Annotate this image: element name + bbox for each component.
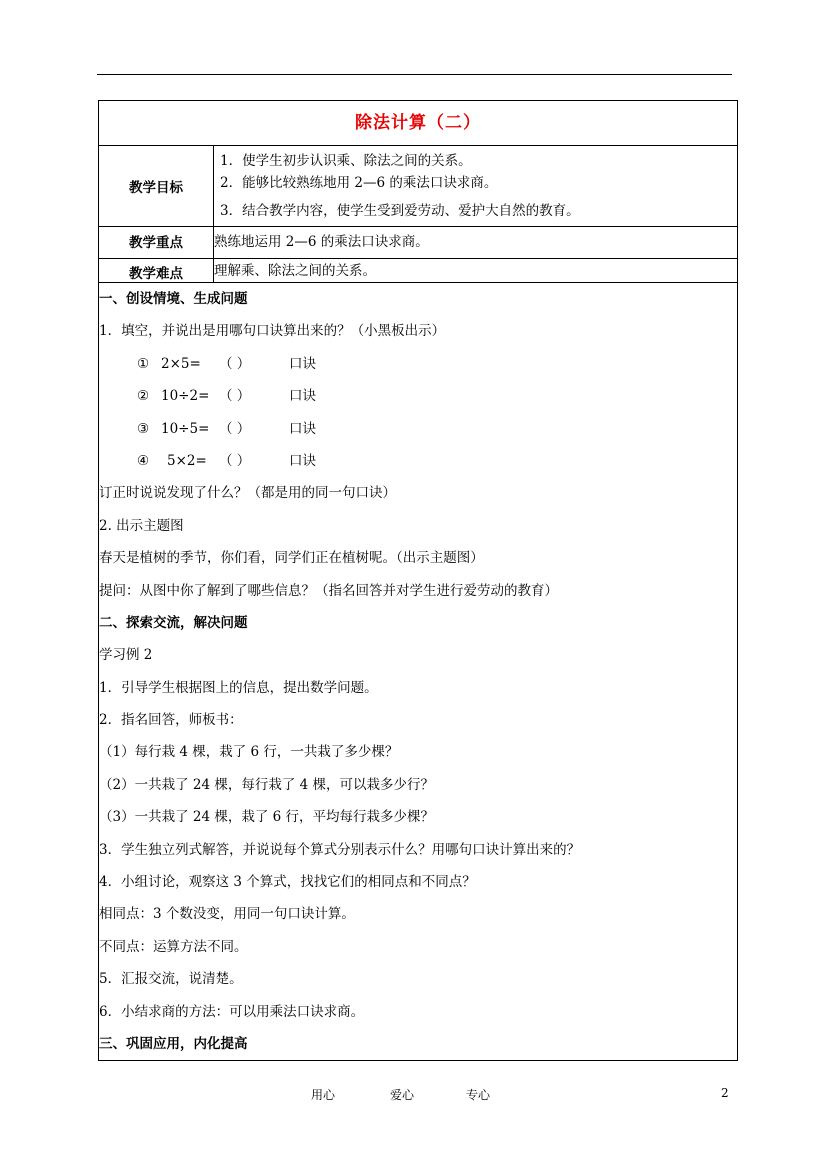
paragraph: 1．填空，并说出是用哪句口诀算出来的？（小黑板出示） xyxy=(99,323,446,340)
key-point-row xyxy=(99,227,738,259)
paragraph: 4．小组讨论，观察这 3 个算式，找找它们的相同点和不同点？ xyxy=(99,874,476,891)
expression: 5×2= xyxy=(167,452,207,469)
rhyme-label: 口诀 xyxy=(289,452,316,469)
fill-blank-row xyxy=(99,380,737,412)
footer-text: 用心 xyxy=(311,1088,336,1102)
answer-blank: （ ） xyxy=(219,420,251,437)
section-heading: 三、巩固应用，内化提高 xyxy=(99,1035,248,1052)
paragraph: 1．引导学生根据图上的信息，提出数学问题。 xyxy=(99,679,378,696)
paragraph: 学习例 2 xyxy=(99,647,153,664)
rhyme-label: 口诀 xyxy=(289,388,316,405)
paragraph: 春天是植树的季节，你们看，同学们正在植树呢。（出示主题图） xyxy=(99,550,484,567)
answer-blank: （ ） xyxy=(219,355,251,372)
difficulty-text: 理解乘、除法之间的关系。 xyxy=(214,259,738,283)
paragraph: 相同点：3 个数没变，用同一句口诀计算。 xyxy=(99,906,355,923)
paragraph: 2．指名回答，师板书： xyxy=(99,712,243,729)
objective-item: 3．结合教学内容，使学生受到爱劳动、爱护大自然的教育。 xyxy=(220,203,580,219)
fill-blank-row xyxy=(99,445,737,477)
paragraph: （2）一共栽了 24 棵，每行栽了 4 棵，可以栽多少行？ xyxy=(99,776,435,793)
difficulty-row xyxy=(99,259,738,283)
paragraph: 提问：从图中你了解到了哪些信息？（指名回答并对学生进行爱劳动的教育） xyxy=(99,582,558,599)
difficulty-label: 教学难点 xyxy=(99,259,214,283)
answer-blank: （ ） xyxy=(219,452,251,469)
item-number: ① xyxy=(137,355,150,372)
key-point-text: 熟练地运用 2—6 的乘法口诀求商。 xyxy=(214,227,738,259)
paragraph: 订正时说说发现了什么？（都是用的同一句口诀） xyxy=(99,485,396,502)
page-number: 2 xyxy=(721,1086,729,1100)
lesson-title: 除法计算（二） xyxy=(355,113,481,133)
paragraph: 3．学生独立列式解答，并说说每个算式分别表示什么？用哪句口诀计算出来的？ xyxy=(99,841,581,858)
body-cell xyxy=(99,283,738,1061)
rhyme-label: 口诀 xyxy=(289,355,316,372)
expression: 2×5= xyxy=(161,355,201,372)
footer-text: 爱心 xyxy=(390,1088,415,1102)
paragraph: （1）每行栽 4 棵，栽了 6 行，一共栽了多少棵？ xyxy=(99,744,399,761)
paragraph: 6．小结求商的方法：可以用乘法口诀求商。 xyxy=(99,1003,365,1020)
section-heading: 二、探索交流，解决问题 xyxy=(99,614,248,631)
body-row xyxy=(99,283,738,1061)
lesson-plan-table xyxy=(98,100,738,1061)
key-point-label: 教学重点 xyxy=(99,227,214,259)
objective-item: 1．使学生初步认识乘、除法之间的关系。 xyxy=(220,153,472,169)
paragraph: 5．汇报交流，说清楚。 xyxy=(99,971,243,988)
fill-blank-row xyxy=(99,413,737,445)
rhyme-label: 口诀 xyxy=(289,420,316,437)
objectives-cell xyxy=(214,146,738,227)
expression: 10÷5= xyxy=(161,420,210,437)
paragraph: （3）一共栽了 24 棵，栽了 6 行，平均每行栽多少棵？ xyxy=(99,809,435,826)
title-row xyxy=(99,101,738,146)
objectives-row xyxy=(99,146,738,227)
paragraph: 2. 出示主题图 xyxy=(99,517,184,534)
expression: 10÷2= xyxy=(161,388,210,405)
objectives-label: 教学目标 xyxy=(99,146,214,227)
answer-blank: （ ） xyxy=(219,388,251,405)
footer-text: 专心 xyxy=(466,1088,491,1102)
section-heading: 一、创设情境、生成问题 xyxy=(99,291,248,307)
header-rule xyxy=(97,74,732,75)
item-number: ② xyxy=(137,388,150,405)
paragraph: 不同点：运算方法不同。 xyxy=(99,938,248,955)
item-number: ④ xyxy=(137,452,150,469)
objective-item: 2．能够比较熟练地用 2—6 的乘法口诀求商。 xyxy=(220,175,498,191)
title-cell xyxy=(99,101,738,146)
item-number: ③ xyxy=(137,420,150,437)
fill-blank-row xyxy=(99,348,737,380)
